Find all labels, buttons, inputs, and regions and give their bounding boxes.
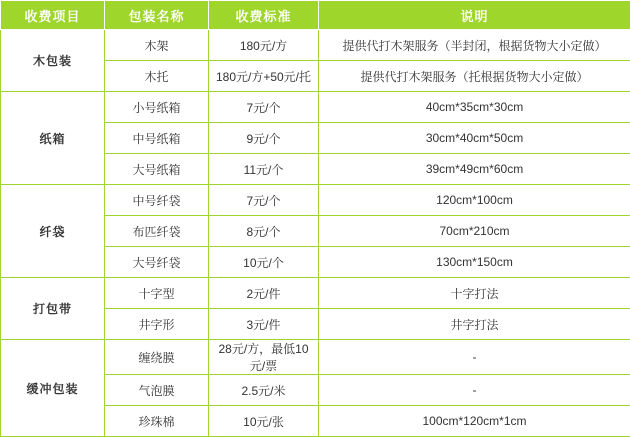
package-name-cell: 大号纤袋: [105, 247, 209, 278]
package-name-cell: 中号纸箱: [105, 123, 209, 154]
column-header-package-name: 包装名称: [105, 1, 209, 30]
price-cell: 10元/张: [209, 406, 319, 437]
description-cell: 120cm*100cm: [319, 185, 630, 216]
table-row: [1, 92, 630, 123]
price-cell: 10元/个: [209, 247, 319, 278]
description-cell: 十字打法: [319, 278, 630, 309]
description-cell: 井字打法: [319, 309, 630, 340]
description-cell: 提供代打木架服务（半封闭，根据货物大小定做）: [319, 30, 630, 61]
column-header-description: 说明: [319, 1, 630, 30]
column-header-category: 收费项目: [1, 1, 105, 30]
price-cell: 8元/个: [209, 216, 319, 247]
table-row: [1, 340, 630, 375]
package-name-cell: 布匹纤袋: [105, 216, 209, 247]
table-row: [1, 30, 630, 61]
package-name-cell: 中号纤袋: [105, 185, 209, 216]
price-cell: 7元/个: [209, 185, 319, 216]
description-cell: 100cm*120cm*1cm: [319, 406, 630, 437]
column-header-price: 收费标准: [209, 1, 319, 30]
price-cell: 2.5元/米: [209, 375, 319, 406]
package-name-cell: 木架: [105, 30, 209, 61]
package-name-cell: 小号纸箱: [105, 92, 209, 123]
price-cell: 180元/方+50元/托: [209, 61, 319, 92]
table-header: [1, 1, 630, 30]
price-cell: 2元/件: [209, 278, 319, 309]
table-body: [1, 30, 630, 437]
description-cell: -: [319, 340, 630, 375]
category-cell: 缓冲包装: [1, 340, 105, 437]
package-name-cell: 珍珠棉: [105, 406, 209, 437]
category-cell: 纸箱: [1, 92, 105, 185]
table-row: [1, 278, 630, 309]
table-header-row: [1, 1, 630, 30]
description-cell: 70cm*210cm: [319, 216, 630, 247]
price-cell: 7元/个: [209, 92, 319, 123]
description-cell: 30cm*40cm*50cm: [319, 123, 630, 154]
package-name-cell: 缠绕膜: [105, 340, 209, 375]
category-cell: 木包装: [1, 30, 105, 92]
price-cell: 9元/个: [209, 123, 319, 154]
description-cell: 40cm*35cm*30cm: [319, 92, 630, 123]
package-name-cell: 井字形: [105, 309, 209, 340]
price-cell: 3元/件: [209, 309, 319, 340]
package-name-cell: 十字型: [105, 278, 209, 309]
price-cell: 180元/方: [209, 30, 319, 61]
description-cell: -: [319, 375, 630, 406]
price-cell: 28元/方，最低10元/票: [209, 340, 319, 375]
package-name-cell: 气泡膜: [105, 375, 209, 406]
package-name-cell: 大号纸箱: [105, 154, 209, 185]
table-row: [1, 185, 630, 216]
price-cell: 11元/个: [209, 154, 319, 185]
category-cell: 纤袋: [1, 185, 105, 278]
description-cell: 提供代打木架服务（托根据货物大小定做）: [319, 61, 630, 92]
package-name-cell: 木托: [105, 61, 209, 92]
description-cell: 130cm*150cm: [319, 247, 630, 278]
category-cell: 打包带: [1, 278, 105, 340]
description-cell: 39cm*49cm*60cm: [319, 154, 630, 185]
